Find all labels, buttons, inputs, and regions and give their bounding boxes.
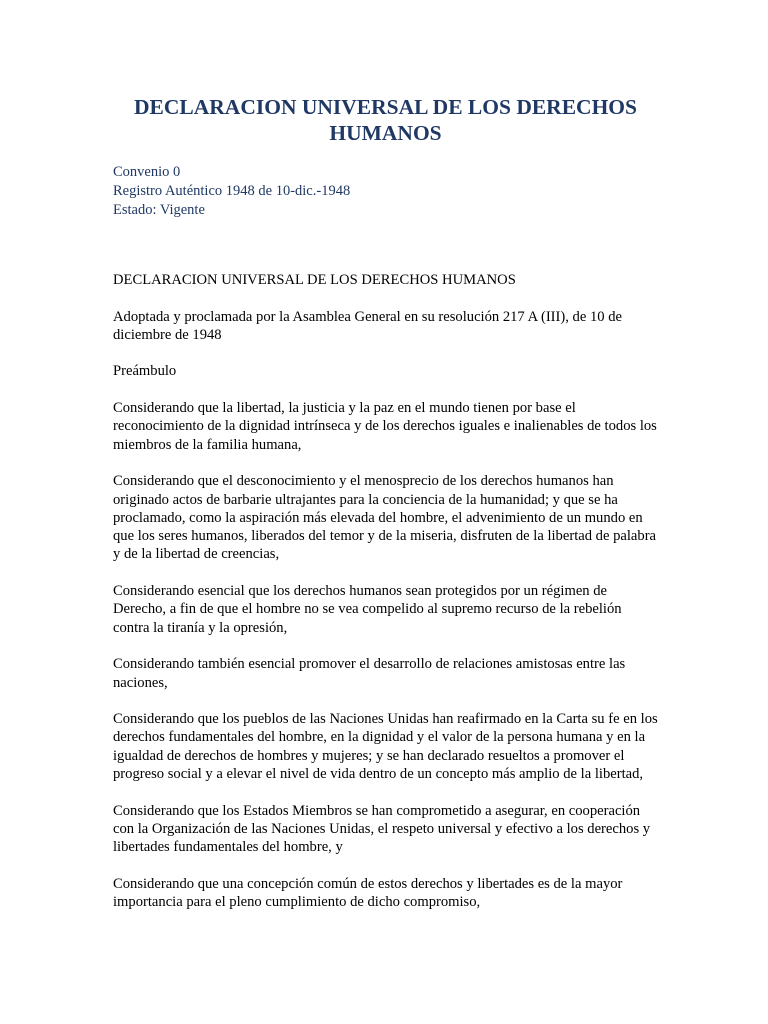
preamble-paragraph: Considerando que el desconocimiento y el menosprecio de los derechos humanos han originado actos de barbarie ultrajantes para la conciencia de la humanidad; y que se ha proclamado, como la aspiración más elevada del hombre, el advenimiento de un mundo en que los seres humanos, liberados del temor y de la miseria, disfruten de la libertad de palabra y de la libertad de creencias,	[113, 473, 657, 563]
preamble-paragraph: Considerando que una concepción común de estos derechos y libertades es de la mayor importancia para el pleno cumplimiento de dicho compromiso,	[113, 875, 623, 911]
preamble-label: Preámbulo	[113, 363, 177, 380]
section-heading: DECLARACION UNIVERSAL DE LOS DERECHOS HUMANOS	[113, 272, 516, 288]
document-body	[113, 271, 661, 930]
document-metadata	[113, 163, 350, 220]
document-title: DECLARACION UNIVERSAL DE LOS DERECHOS HUMANOS	[134, 95, 637, 145]
adoption-paragraph: Adoptada y proclamada por la Asamblea General en su resolución 217 A (III), de 10 de diciembre de 1948	[113, 308, 622, 343]
preamble-paragraph: Considerando que los pueblos de las Naciones Unidas han reafirmado en la Carta su fe en los derechos fundamentales del hombre, en la dignidad y el valor de la persona humana y en la igualdad de derechos de hombres y mujeres; y se han declarado resueltos a promover el progreso social y a elevar el nivel de vida dentro de un concepto más amplio de la libertad,	[113, 711, 658, 783]
estado-line: Estado: Vigente	[113, 202, 205, 218]
preamble-paragraph: Considerando esencial que los derechos humanos sean protegidos por un régimen de Derecho, a fin de que el hombre no se vea compelido al supremo recurso de la rebelión contra la tiranía y la opresión,	[113, 583, 622, 636]
preamble-paragraph: Considerando que la libertad, la justicia y la paz en el mundo tienen por base el reconocimiento de la dignidad intrínseca y de los derechos iguales e inalienables de todos los miembros de la familia humana,	[113, 400, 657, 453]
convenio-line: Convenio 0	[113, 164, 181, 180]
preamble-paragraph: Considerando que los Estados Miembros se han comprometido a asegurar, en cooperación con la Organización de las Naciones Unidas, el respeto universal y efectivo a los derechos y libertades fundamentales del hombre, y	[113, 802, 651, 856]
preamble-paragraph: Considerando también esencial promover el desarrollo de relaciones amistosas entre las naciones,	[113, 656, 626, 691]
registro-line: Registro Auténtico 1948 de 10-dic.-1948	[113, 183, 351, 199]
